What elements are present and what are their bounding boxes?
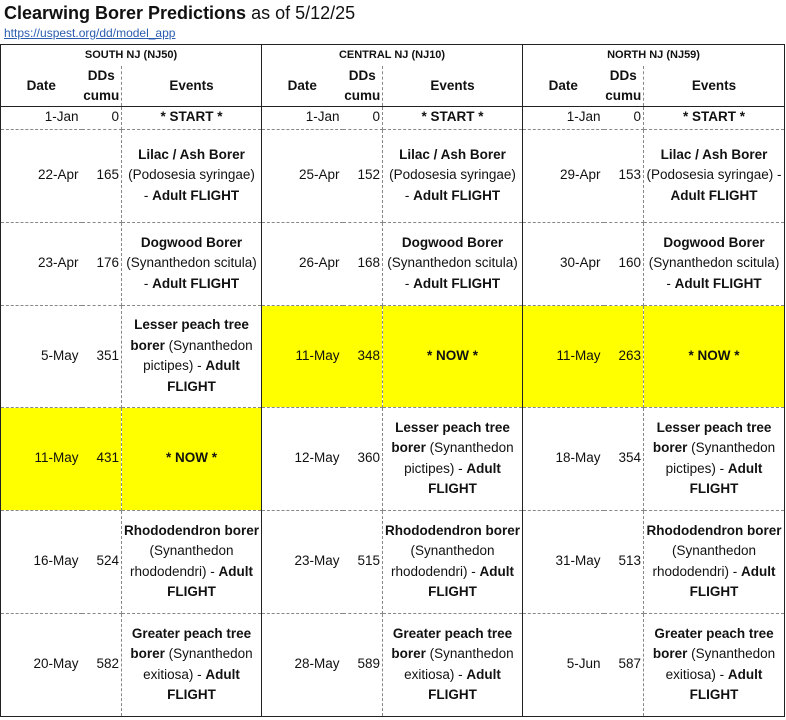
event-stage: Adult FLIGHT [428, 666, 501, 702]
event-species: (Synanthedon rhododendri) - [652, 543, 757, 579]
event-stage: Adult FLIGHT [167, 358, 240, 394]
event-stage: Adult FLIGHT [152, 187, 240, 203]
event-cell [122, 305, 262, 407]
event-cell [383, 106, 523, 129]
dd-cell: 176 [82, 222, 122, 305]
date-column-header: Date [1, 66, 82, 107]
table-row [1, 129, 785, 222]
event-name: Lesser peach tree borer [130, 317, 249, 353]
dd-cell: 0 [82, 106, 122, 129]
event-stage: Adult FLIGHT [689, 666, 763, 702]
date-cell: 11-May [262, 305, 343, 407]
event-name: * NOW * [166, 450, 218, 466]
dd-column-header: DDs cumu [604, 66, 644, 107]
event-cell [383, 129, 523, 222]
event-name: * NOW * [688, 347, 740, 363]
date-cell: 1-Jan [1, 106, 82, 129]
predictions-table [0, 44, 785, 717]
date-cell: 31-May [523, 510, 604, 613]
date-cell: 11-May [523, 305, 604, 407]
event-stage: Adult FLIGHT [674, 275, 762, 291]
event-name: Dogwood Borer [663, 234, 765, 250]
event-cell [644, 407, 785, 510]
events-column-header: Events [644, 66, 785, 107]
event-name: Dogwood Borer [140, 234, 243, 250]
event-stage: Adult FLIGHT [152, 275, 240, 291]
dd-cell: 168 [343, 222, 383, 305]
date-cell: 5-May [1, 305, 82, 407]
table-row [1, 222, 785, 305]
event-cell [383, 407, 523, 510]
event-name: Lesser peach tree borer [391, 419, 510, 455]
table-row [1, 613, 785, 716]
event-cell [644, 129, 785, 222]
event-cell [383, 222, 523, 305]
dd-cell: 513 [604, 510, 644, 613]
dd-column-header: DDs cumu [82, 66, 122, 107]
dd-cell: 165 [82, 129, 122, 222]
date-column-header: Date [262, 66, 343, 107]
dd-cell: 589 [343, 613, 383, 716]
event-name: Rhododendron borer [646, 522, 782, 538]
dd-cell: 152 [343, 129, 383, 222]
dd-column-header: DDs cumu [343, 66, 383, 107]
event-cell [383, 613, 523, 716]
dd-cell: 263 [604, 305, 644, 407]
title-main: Clearwing Borer Predictions [4, 3, 247, 23]
event-cell [644, 222, 785, 305]
dd-cell: 587 [604, 613, 644, 716]
date-cell: 1-Jan [262, 106, 343, 129]
title-date: as of 5/12/25 [246, 3, 356, 23]
event-species: (Podosesia syringae) - [128, 167, 255, 203]
event-cell [122, 222, 262, 305]
event-stage: Adult FLIGHT [167, 666, 240, 702]
event-name: * START * [683, 109, 746, 125]
table-row [1, 106, 785, 129]
event-species: (Synanthedon scitula) - [126, 255, 257, 291]
event-species: (Synanthedon exitiosa) - [665, 646, 776, 682]
date-cell: 18-May [523, 407, 604, 510]
dd-cell: 354 [604, 407, 644, 510]
date-column-header: Date [523, 66, 604, 107]
event-species: (Synanthedon scitula) - [387, 255, 518, 291]
event-species: (Synanthedon pictipes) - [404, 440, 514, 476]
dd-cell: 360 [343, 407, 383, 510]
event-name: Rhododendron borer [385, 522, 521, 538]
date-cell: 22-Apr [1, 129, 82, 222]
table-row [1, 510, 785, 613]
dd-cell: 582 [82, 613, 122, 716]
events-column-header: Events [122, 66, 262, 107]
event-stage: Adult FLIGHT [413, 275, 501, 291]
date-cell: 28-May [262, 613, 343, 716]
event-species: (Synanthedon rhododendri) - [390, 543, 495, 579]
event-name: * START * [421, 109, 484, 125]
dd-cell: 160 [604, 222, 644, 305]
region-central-header: CENTRAL NJ (NJ10) [262, 45, 523, 66]
dd-cell: 0 [343, 106, 383, 129]
date-cell: 26-Apr [262, 222, 343, 305]
date-cell: 12-May [262, 407, 343, 510]
dd-cell: 348 [343, 305, 383, 407]
dd-cell: 153 [604, 129, 644, 222]
date-cell: 23-May [262, 510, 343, 613]
page-title [4, 3, 355, 24]
region-north-header: NORTH NJ (NJ59) [523, 45, 785, 66]
event-species: (Synanthedon pictipes) - [665, 440, 776, 476]
event-cell [122, 106, 262, 129]
event-cell [644, 305, 785, 407]
model-app-link[interactable]: https://uspest.org/dd/model_app [4, 26, 176, 40]
event-name: Rhododendron borer [124, 522, 259, 538]
event-cell [122, 129, 262, 222]
event-cell [122, 407, 262, 510]
event-stage: Adult FLIGHT [413, 187, 501, 203]
date-cell: 5-Jun [523, 613, 604, 716]
event-cell [383, 305, 523, 407]
event-species: (Podosesia syringae) - [389, 167, 516, 203]
event-name: Dogwood Borer [401, 234, 504, 250]
date-cell: 29-Apr [523, 129, 604, 222]
event-name: * NOW * [427, 347, 479, 363]
date-cell: 1-Jan [523, 106, 604, 129]
event-name: * START * [160, 109, 223, 125]
event-cell [644, 510, 785, 613]
event-name: Greater peach tree borer [391, 625, 513, 661]
event-cell [383, 510, 523, 613]
date-cell: 25-Apr [262, 129, 343, 222]
event-species: (Podosesia syringae) - [646, 167, 782, 183]
event-stage: Adult FLIGHT [167, 563, 254, 599]
dd-cell: 351 [82, 305, 122, 407]
dd-cell: 0 [604, 106, 644, 129]
table-row [1, 407, 785, 510]
event-name: Greater peach tree borer [130, 625, 252, 661]
table-row [1, 305, 785, 407]
date-cell: 23-Apr [1, 222, 82, 305]
event-species: (Synanthedon exitiosa) - [404, 646, 514, 682]
date-cell: 30-Apr [523, 222, 604, 305]
event-stage: Adult FLIGHT [670, 187, 758, 203]
event-stage: Adult FLIGHT [428, 563, 515, 599]
event-name: Lilac / Ash Borer [138, 146, 245, 162]
event-cell [122, 510, 262, 613]
date-cell: 11-May [1, 407, 82, 510]
event-name: Lilac / Ash Borer [399, 146, 506, 162]
event-stage: Adult FLIGHT [689, 563, 776, 599]
events-column-header: Events [383, 66, 523, 107]
event-name: Greater peach tree borer [652, 625, 774, 661]
event-species: (Synanthedon rhododendri) - [129, 543, 234, 579]
region-south-header: SOUTH NJ (NJ50) [1, 45, 262, 66]
dd-cell: 524 [82, 510, 122, 613]
dd-cell: 431 [82, 407, 122, 510]
event-name: Lesser peach tree borer [652, 419, 772, 455]
event-cell [644, 106, 785, 129]
event-species: (Synanthedon exitiosa) - [143, 646, 253, 682]
event-cell [122, 613, 262, 716]
event-species: (Synanthedon scitula) - [648, 255, 780, 291]
dd-cell: 515 [343, 510, 383, 613]
date-cell: 16-May [1, 510, 82, 613]
event-species: (Synanthedon pictipes) - [143, 337, 253, 373]
date-cell: 20-May [1, 613, 82, 716]
event-cell [644, 613, 785, 716]
event-stage: Adult FLIGHT [689, 460, 763, 496]
event-stage: Adult FLIGHT [428, 460, 501, 496]
event-name: Lilac / Ash Borer [660, 146, 768, 162]
